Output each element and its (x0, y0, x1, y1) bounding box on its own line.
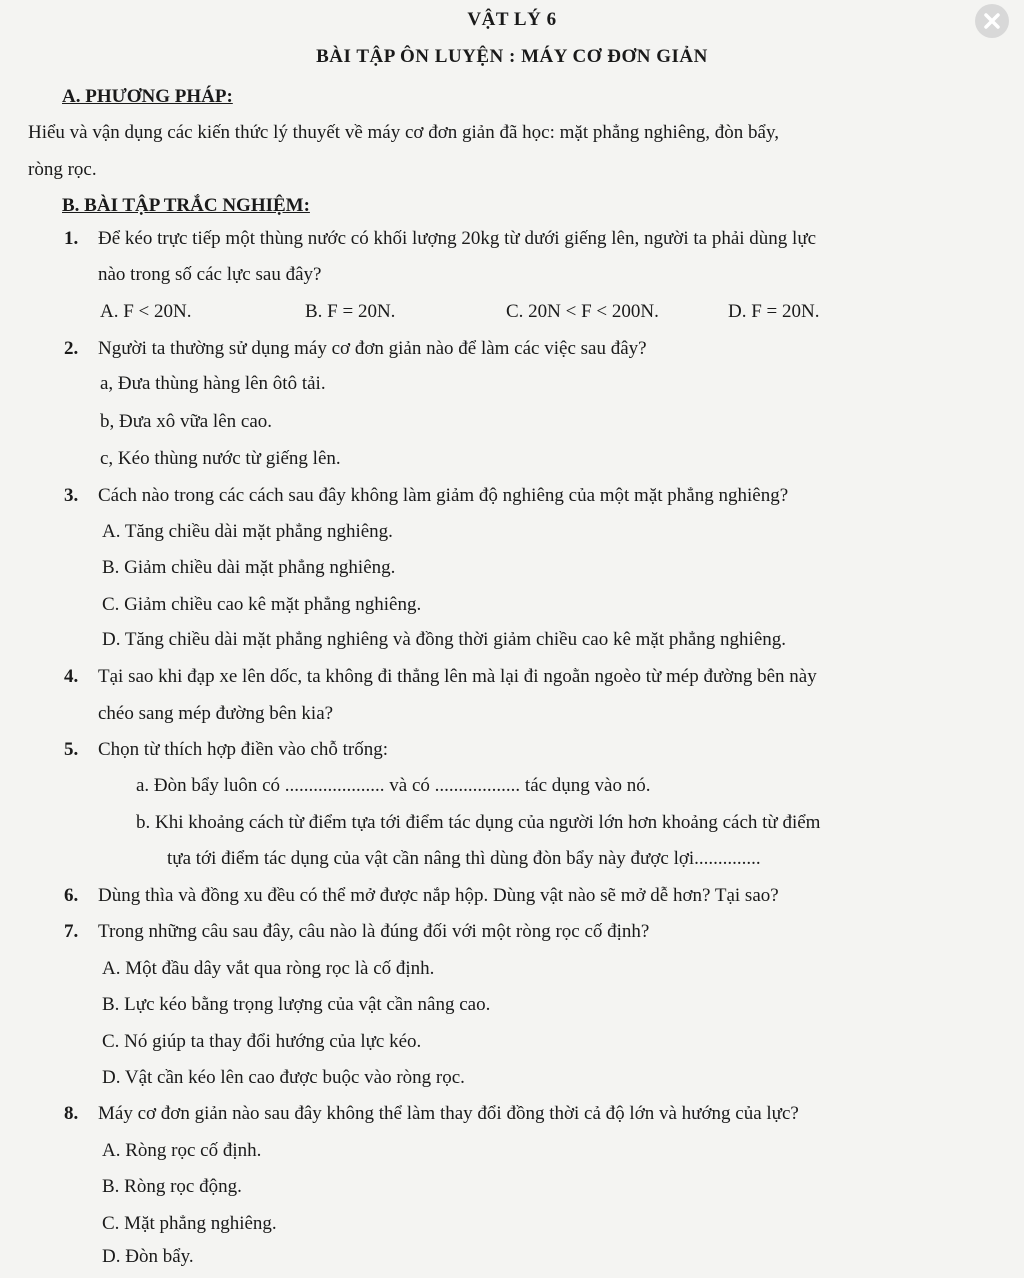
q8-option-a: A. Ròng rọc cố định. (102, 1140, 262, 1161)
q7-option-a: A. Một đầu dây vắt qua ròng rọc là cố định. (102, 958, 435, 979)
q1-option-c: C. 20N < F < 200N. (506, 301, 659, 322)
close-icon (975, 4, 1009, 38)
q3-option-c: C. Giảm chiều cao kê mặt phẳng nghiêng. (102, 594, 422, 615)
q7-option-c: C. Nó giúp ta thay đổi hướng của lực kéo. (102, 1031, 422, 1052)
q4-text-1: Tại sao khi đạp xe lên dốc, ta không đi thẳng lên mà lại đi ngoằn ngoèo từ mép đường bên này (98, 666, 817, 687)
q3-text: Cách nào trong các cách sau đây không làm giảm độ nghiêng của một mặt phẳng nghiêng? (98, 485, 789, 506)
q8-option-b: B. Ròng rọc động. (102, 1176, 242, 1197)
q2-item-b: b, Đưa xô vữa lên cao. (100, 411, 273, 432)
section-a-text-2: ròng rọc. (28, 159, 97, 180)
q1-option-b: B. F = 20N. (305, 301, 396, 322)
q2-text: Người ta thường sử dụng máy cơ đơn giản nào để làm các việc sau đây? (98, 338, 647, 359)
close-button[interactable] (975, 4, 1009, 38)
q1-number: 1. (64, 228, 79, 249)
q2-number: 2. (64, 338, 79, 359)
q5-item-a: a. Đòn bẩy luôn có ..................... và có .................. tác dụng vào nó. (136, 775, 651, 796)
q7-option-d: D. Vật cần kéo lên cao được buộc vào ròng rọc. (102, 1067, 465, 1088)
q2-item-a: a, Đưa thùng hàng lên ôtô tải. (100, 373, 326, 394)
section-a-text-1: Hiểu và vận dụng các kiến thức lý thuyết về máy cơ đơn giản đã học: mặt phẳng nghiêng, đòn bẩy, (28, 122, 779, 143)
subject-title: VẬT LÝ 6 (467, 9, 557, 30)
q4-number: 4. (64, 666, 79, 687)
section-b-heading: B. BÀI TẬP TRẮC NGHIỆM: (62, 195, 310, 216)
q8-option-d: D. Đòn bẩy. (102, 1246, 194, 1267)
q7-text: Trong những câu sau đây, câu nào là đúng đối với một ròng rọc cố định? (98, 921, 650, 942)
q5-item-b-1: b. Khi khoảng cách từ điểm tựa tới điểm tác dụng của người lớn hơn khoảng cách từ điểm (136, 812, 821, 833)
q7-option-b: B. Lực kéo bằng trọng lượng của vật cần nâng cao. (102, 994, 491, 1015)
q1-text-2: nào trong số các lực sau đây? (98, 264, 322, 285)
section-a-heading: A. PHƯƠNG PHÁP: (62, 86, 233, 107)
q8-option-c: C. Mặt phẳng nghiêng. (102, 1213, 277, 1234)
q5-item-b-2: tựa tới điểm tác dụng của vật cần nâng thì dùng đòn bẩy này được lợi.............. (167, 848, 761, 869)
q8-number: 8. (64, 1103, 79, 1124)
q3-option-b: B. Giảm chiều dài mặt phẳng nghiêng. (102, 557, 396, 578)
q3-option-a: A. Tăng chiều dài mặt phẳng nghiêng. (102, 521, 393, 542)
q2-item-c: c, Kéo thùng nước từ giếng lên. (100, 448, 341, 469)
q7-number: 7. (64, 921, 79, 942)
q5-text: Chọn từ thích hợp điền vào chỗ trống: (98, 739, 389, 760)
q3-number: 3. (64, 485, 79, 506)
q6-text: Dùng thìa và đồng xu đều có thể mở được nắp hộp. Dùng vật nào sẽ mở dễ hơn? Tại sao? (98, 885, 779, 906)
q3-option-d: D. Tăng chiều dài mặt phẳng nghiêng và đồng thời giảm chiều cao kê mặt phẳng nghiêng. (102, 629, 787, 650)
q1-option-a: A. F < 20N. (100, 301, 192, 322)
q4-text-2: chéo sang mép đường bên kia? (98, 703, 334, 724)
q1-text-1: Để kéo trực tiếp một thùng nước có khối lượng 20kg từ dưới giếng lên, người ta phải dùng lực (98, 228, 817, 249)
q5-number: 5. (64, 739, 79, 760)
page-title: BÀI TẬP ÔN LUYỆN : MÁY CƠ ĐƠN GIẢN (316, 46, 708, 67)
q1-option-d: D. F = 20N. (728, 301, 820, 322)
q6-number: 6. (64, 885, 79, 906)
q8-text: Máy cơ đơn giản nào sau đây không thể làm thay đổi đồng thời cả độ lớn và hướng của lực? (98, 1103, 799, 1124)
